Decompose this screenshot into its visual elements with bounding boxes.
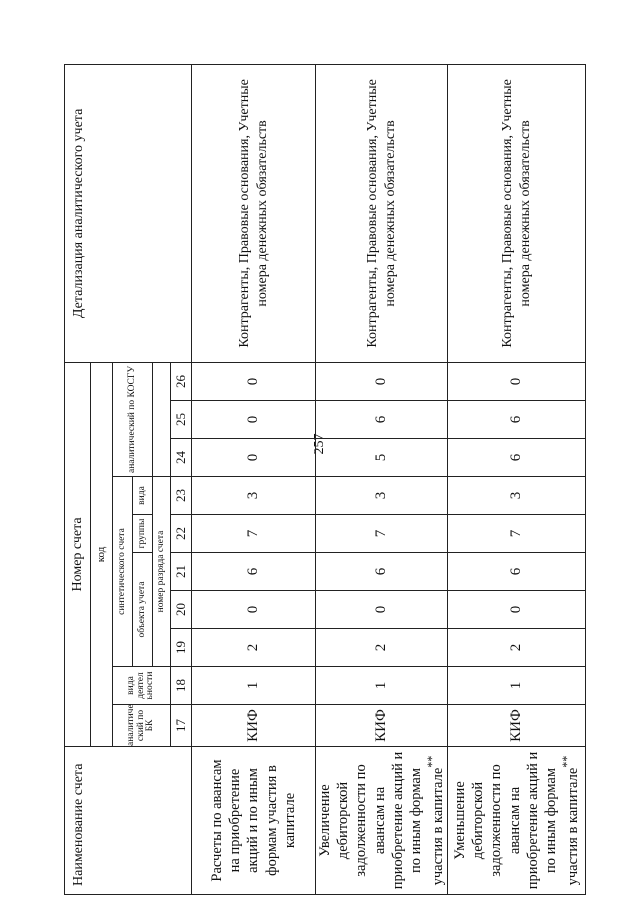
header-account-name: Наименование счета	[65, 747, 192, 895]
header-activity-type: вида деятел ьности	[113, 667, 171, 705]
code-cell: 0	[316, 591, 448, 629]
detail-cell: Контрагенты, Правовые основания, Учетные номера денежных обязательств	[316, 64, 448, 362]
account-name	[316, 747, 448, 895]
detail-cell: Контрагенты, Правовые основания, Учетные номера денежных обязательств	[192, 64, 316, 362]
code-cell: 0	[192, 439, 316, 477]
code-cell: 0	[448, 591, 586, 629]
code-cell: 3	[448, 477, 586, 515]
header-analytic-bk: аналитиче ский по БК	[113, 705, 171, 747]
header-kind: вида	[133, 477, 153, 515]
table-row	[192, 64, 316, 894]
code-cell: 5	[316, 439, 448, 477]
code-cell: 2	[448, 629, 586, 667]
code-cell: 0	[316, 362, 448, 400]
header-detail: Детализация аналитического учета	[65, 64, 192, 362]
header-group: группы	[133, 515, 153, 553]
code-cell: 6	[448, 553, 586, 591]
header-account-object: объекта учета	[133, 553, 153, 667]
digit-20: 20	[171, 591, 192, 629]
header-analytic-kosgu: аналитический по КОСГУ	[113, 362, 153, 476]
digit-26: 26	[171, 362, 192, 400]
account-name-text: Расчеты по авансам на приобретение акций и по иным формам участия в капитале	[209, 759, 298, 882]
header-digit-number: номер разряда счета	[153, 477, 171, 667]
code-cell: КИФ	[192, 705, 316, 747]
footnote-mark: **	[559, 755, 574, 768]
code-cell: 0	[448, 362, 586, 400]
code-cell: 7	[448, 515, 586, 553]
header-code: код	[91, 362, 113, 746]
footnote-mark: **	[424, 755, 439, 768]
digit-17: 17	[171, 705, 192, 747]
digit-22: 22	[171, 515, 192, 553]
digit-25: 25	[171, 401, 192, 439]
rotated-table-container	[64, 67, 584, 895]
digit-21: 21	[171, 553, 192, 591]
digit-24: 24	[171, 439, 192, 477]
account-name-text: Увеличение дебиторской задолженности по авансам на приобретение акций и по иным формам участия в капитале	[317, 751, 446, 890]
code-cell: 0	[192, 401, 316, 439]
code-cell: 6	[448, 439, 586, 477]
code-cell: 2	[192, 629, 316, 667]
code-cell: КИФ	[448, 705, 586, 747]
digit-23: 23	[171, 477, 192, 515]
code-cell: 1	[316, 667, 448, 705]
table-row	[448, 64, 586, 894]
code-cell: 7	[316, 515, 448, 553]
code-cell: 0	[192, 591, 316, 629]
account-name-text: Уменьшение дебиторской задолженности по авансам на приобретение акций и по иным формам участия в капитале	[452, 751, 581, 890]
code-cell: 3	[316, 477, 448, 515]
code-cell: 0	[192, 362, 316, 400]
code-cell: 6	[192, 553, 316, 591]
code-cell: 1	[448, 667, 586, 705]
account-name	[448, 747, 586, 895]
code-cell: 3	[192, 477, 316, 515]
code-cell: 6	[316, 553, 448, 591]
detail-cell: Контрагенты, Правовые основания, Учетные номера денежных обязательств	[448, 64, 586, 362]
code-cell: 7	[192, 515, 316, 553]
header-kosgu-spacer	[153, 362, 171, 476]
code-cell: 6	[448, 401, 586, 439]
code-cell: КИФ	[316, 705, 448, 747]
header-synthetic: синтетического счета	[113, 477, 133, 667]
code-cell: 6	[316, 401, 448, 439]
code-cell: 2	[316, 629, 448, 667]
table-row	[316, 64, 448, 894]
account-name	[192, 747, 316, 895]
accounts-table	[64, 64, 586, 895]
header-account-number: Номер счета	[65, 362, 91, 746]
code-cell: 1	[192, 667, 316, 705]
page-number: 257	[312, 433, 327, 455]
digit-19: 19	[171, 629, 192, 667]
digit-18: 18	[171, 667, 192, 705]
